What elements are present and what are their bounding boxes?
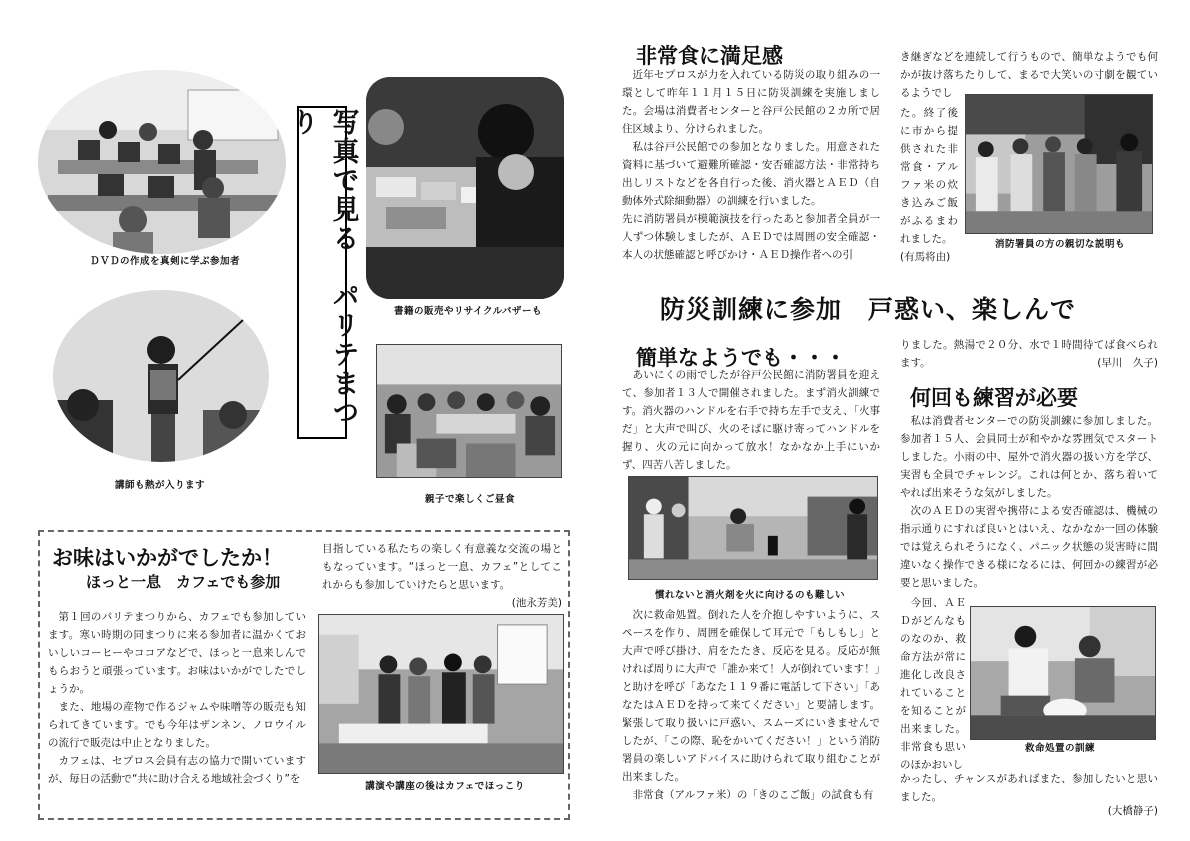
cafe-signature: (池永芳美) [511,597,562,610]
fire-officer-explanation-photo [965,94,1153,234]
practice-body-side [900,594,966,774]
fire-extinguisher-photo-caption: 慣れないと消火剤を火に向けるのも難しい [654,590,845,601]
easy-body-continued [900,336,1158,372]
easy-body [622,366,880,474]
food-signature-box [900,248,980,266]
cafe-body-left [48,608,306,788]
easy-paragraph: 次に救命処置。倒れた人を介抱しやすいように、スペースを作り、周囲を確保して耳元で「もしもし」と大声で呼び掛け、肩をたたき、反応を見る。反応が無ければ周りに大声で「誰か来て！人が倒れています！」と助けを呼び「あなた１１９番に電話して下さい」「あなたはＡＥＤを持って来てください」と要請します。緊張して取り扱いに戸惑い、スムーズにいきませんでしたが、「この際、恥をかいてください！」という消防署員の楽しいアドバイスに助けられて取り組むことが出来ました。 [622,609,880,784]
dvd-class-photo [38,70,286,254]
fire-extinguisher-photo [628,476,878,580]
lunch-photo-caption: 親子で楽しくご昼食 [424,494,515,505]
lecturer-photo-caption: 講師も熱が入ります [114,480,205,491]
practice-paragraph: かったし、チャンスがあればまた、参加したいと思いました。 [900,773,1158,804]
disaster-drill-main-title: 防災訓練に参加 戸惑い、楽しんで [660,295,1077,324]
food-paragraph: き継ぎなどを連続して行うもので、簡単なようでも何かが抜け落ちたりして、まるで大笑いの寸劇を観ているようでし [900,51,1158,100]
practice-body [900,412,1158,592]
food-paragraph: 先に消防署員が模範演技を行ったあと参加者全員が一人ずつ体験しましたが、ＡＥＤでは周囲の安全確認・本人の状態確認と呼びかけ・ＡＥＤ操作者への引 [622,213,880,262]
food-body [622,66,880,265]
food-paragraph: た。終了後に市から提供された非常食・アルファ米の炊き込みご飯がふるまわれました。 [900,107,958,246]
practice-paragraph: 私は消費者センターでの防災訓練に参加しました。参加者１５人、会員同士が和やかな雰囲気でスタートしました。小雨の中、屋外で消火器の扱い方を学び、実習も全員でチャレンジ。これは何とか、落ち着いてやれば出来そうな気がしました。 [900,415,1158,500]
cafe-photo [318,614,564,774]
books-photo-caption: 書籍の販売やリサイクルバザーも [393,306,542,317]
easy-paragraph: あいにくの雨でしたが谷戸公民館に消防署員を迎えて、参加者１３人で開催されました。まず消火訓練です。消火器のハンドルを右手で持ち左手で支え、「火事だ」と大声で叫び、火のそばに駆け寄ってハンドルを握り、火の元に向かって放水！なかなか上手にいかず、四苦八苦しました。 [622,369,880,472]
first-aid-photo-caption: 救命処置の訓練 [1024,743,1095,754]
practice-title: 何回も練習が必要 [910,386,1078,410]
easy-title: 簡単なようでも・・・ [636,346,846,370]
easy-paragraph-continued: りました。熱湯で２０分、水で１時間待てば食べられます。 [900,339,1158,370]
cafe-body-right [322,540,562,612]
food-signature: (有馬将由) [900,251,951,263]
cafe-photo-caption: 講演や講座の後はカフェでほっこり [365,781,525,792]
food-paragraph: 近年セプロスが力を入れている防災の取り組みの一環として昨年１１月１５日に防災訓練を実施しました。会場は消費者センターと谷戸公民館の２カ所で居住区域より、分けられました。 [622,69,880,136]
lecturer-photo [53,290,269,462]
dvd-photo-caption: ＤＶＤの作成を真剣に学ぶ参加者 [89,256,240,267]
cafe-paragraph-continued: 目指している私たちの楽しく有意義な交流の場ともなっています。“ほっと一息、カフェ”としてこれからも参加していけたらと思います。 [322,543,562,592]
practice-paragraph: 次のＡＥＤの実習や携帯による安否確認は、機械の指示通りにすれば良いとはいえ、なかなか一回の体験では覚えられそうになく、パニック状態の災害時に間違いなく操作できる様になるには、何回かの練習が必要と思いました。 [900,505,1158,590]
family-lunch-photo [376,344,562,478]
first-aid-training-photo [970,606,1156,740]
food-title: 非常食に満足感 [636,44,783,68]
cafe-paragraph: 第１回のパリテまつりから、カフェでも参加しています。寒い時期の同まつりに来る参加者に温かくておいしいコーヒーやココアなどで、ほっと一息来しんでもらおうと頑張っています。お味はいかがでしたでしょうか。 [48,611,306,696]
practice-paragraph: 今回、ＡＥＤがどんなものなのか、救命方法が常に進化し改良されていることを知ることが出来ました。非常食も思いのほかおいし [900,597,966,772]
cafe-paragraph: また、地場の産物で作るジャムや味噌等の販売も知られてきています。でも今年はザンネン、ノロウイルの流行で販売は中止となりました。 [48,701,306,750]
fire-officer-photo-caption: 消防署員の方の親切な説明も [994,239,1125,250]
food-paragraph: 私は谷戸公民館での参加となりました。用意された資料に基づいて避難所確認・安否確認方法・非常持ち出しリストなどを各自行った後、消火器とＡＥＤ（自動体外式除細動器）の訓練を行いました。 [622,141,880,208]
easy-signature: (早川 久子) [1097,357,1158,370]
book-sale-photo [366,77,564,299]
cafe-subtitle: ほっと一息 カフェでも参加 [86,573,281,591]
cafe-paragraph: カフェは、セプロス会員有志の協力で開いていますが、毎日の活動で“共に助け合える地域社会づくり”を [48,755,306,786]
parite-festival-title: 写真で見る パリテまつり [297,106,347,439]
cafe-title: お味はいかがでしたか！ [52,546,283,570]
food-body-right-side [900,84,958,254]
easy-paragraph: 非常食（アルファ米）の「きのこご飯」の試食も有 [632,789,874,802]
easy-body-2 [622,606,880,805]
practice-signature: (大橋静子) [1107,805,1158,818]
practice-body-last [900,770,1158,820]
